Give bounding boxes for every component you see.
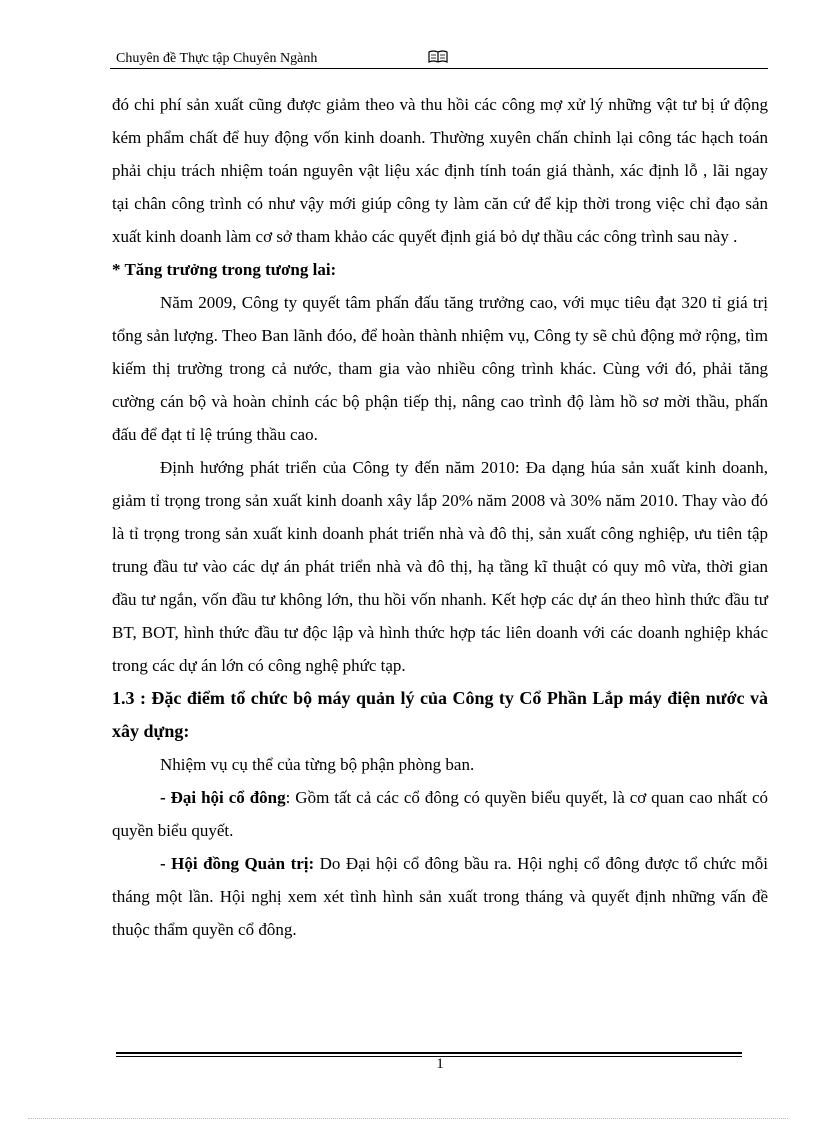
desc-shareholders-meeting: : Gồm tất cả các cổ đông có quyền biểu quyết, là cơ quan cao nhất có quyền biểu quyết. — [112, 788, 768, 840]
term-board: - Hội đồng Quản trị: — [160, 854, 315, 873]
paragraph-2010-orientation: Định hướng phát triển của Công ty đến năm 2010: Đa dạng húa sản xuất kinh doanh, giảm tỉ trọng trong sản xuất kinh doanh xây lắp 20% năm 2008 và 30% năm 2010. Thay vào đó là tỉ trọng trong sản xuất kinh doanh phát triển nhà và đô thị, sản xuất công nghiệp, ưu tiên tập trung đầu tư vào các dự án phát triển nhà và đô thị, hạ tầng kĩ thuật có quy mô vừa, thời gian đầu tư ngắn, vốn đầu tư không lớn, thu hồi vốn nhanh. Kết hợp các dự án theo hình thức đầu tư BT, BOT, hình thức đầu tư độc lập và hình thức hợp tác liên doanh với các doanh nghiệp khác trong các dự án lớn có công nghệ phức tạp. — [112, 458, 768, 675]
section-heading-1-3: 1.3 : Đặc điểm tổ chức bộ máy quản lý của Công ty Cổ Phần Lắp máy điện nước và xây dựng: — [112, 688, 768, 741]
desc-board: Do Đại hội cổ đông bầu ra. Hội nghị cổ đông được tổ chức mỗi tháng một lần. Hội nghị xem xét tình hình sản xuất trong tháng và quyết định những vấn đề thuộc thẩm quyền cổ đông. — [112, 854, 768, 939]
paragraph-departments: Nhiệm vụ cụ thể của từng bộ phận phòng ban. — [160, 755, 475, 774]
heading-growth: * Tăng trưởng trong tương lai: — [112, 260, 337, 279]
term-shareholders-meeting: - Đại hội cổ đông — [160, 788, 286, 807]
paragraph-cost: đó chi phí sản xuất cũng được giảm theo và thu hồi các công mợ xử lý những vật tư bị ứ động kém phẩm chất để huy động vốn kinh doanh. Thường xuyên chấn chỉnh lại công tác hạch toán phải chịu trách nhiệm toán nguyên vật liệu xác định tính toán giá thành, xác định lỗ , lãi ngay tại chân công trình có như vậy mới giúp công ty làm căn cứ để kịp thời trong việc chỉ đạo sản xuất kinh doanh làm cơ sở tham khảo các quyết định giá bỏ dự thầu các công trình sau này . — [112, 95, 768, 246]
paragraph-2009-target: Năm 2009, Công ty quyết tâm phấn đấu tăng trưởng cao, với mục tiêu đạt 320 tỉ giá trị tổng sản lượng. Theo Ban lãnh đóo, để hoàn thành nhiệm vụ, Công ty sẽ chủ động mở rộng, tìm kiếm thị trường trong cả nước, tham gia vào nhiều công trình khác. Cùng với đó, phải tăng cường cán bộ và hoàn chỉnh các bộ phận tiếp thị, nâng cao trình độ làm hồ sơ mời thầu, phấn đấu để đạt tỉ lệ trúng thầu cao. — [112, 293, 768, 444]
header-divider — [110, 68, 768, 69]
footer-divider-thick — [116, 1052, 742, 1054]
page-number: 1 — [436, 1056, 444, 1072]
open-book-icon — [428, 50, 448, 70]
page-edge-divider — [28, 1118, 788, 1119]
list-item-board — [112, 847, 768, 946]
list-item-shareholders-meeting — [112, 781, 768, 847]
running-header — [116, 50, 768, 68]
header-title: Chuyên đề Thực tập Chuyên Ngành — [116, 51, 318, 66]
document-body — [112, 88, 768, 946]
